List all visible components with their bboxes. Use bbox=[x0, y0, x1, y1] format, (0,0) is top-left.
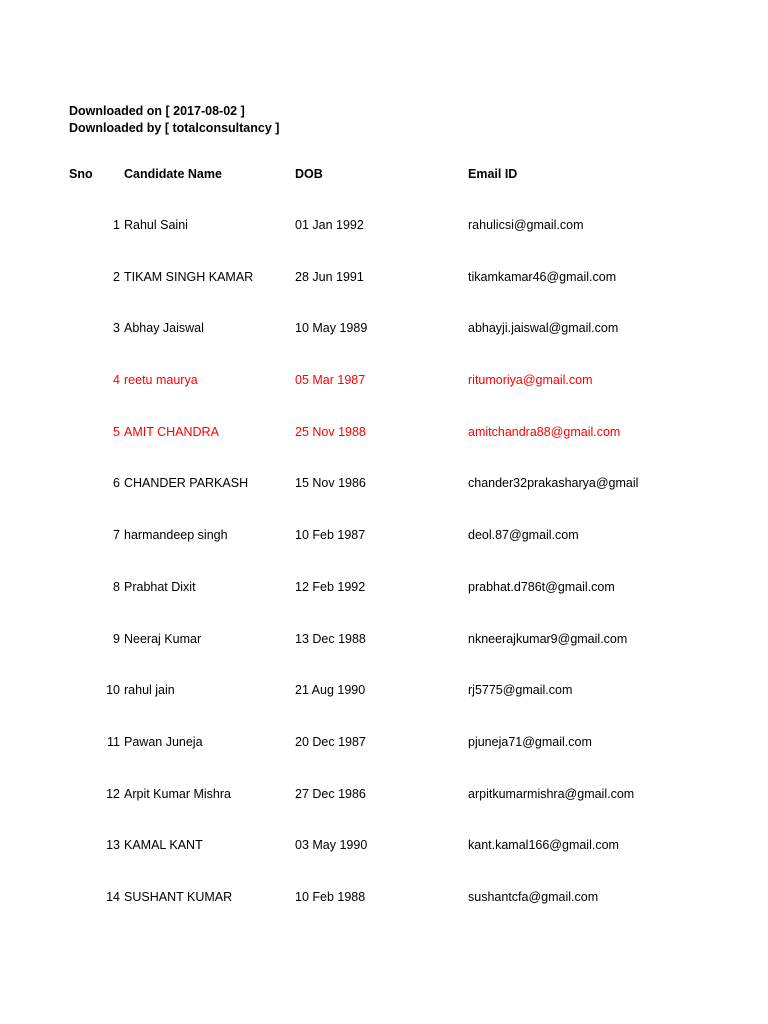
table-row bbox=[0, 528, 768, 580]
row-sno: 1 bbox=[113, 218, 120, 232]
row-dob: 20 Dec 1987 bbox=[295, 734, 366, 749]
row-email: arpitkumarmishra@gmail.com bbox=[468, 786, 635, 801]
row-sno: 8 bbox=[113, 579, 120, 594]
row-dob: 10 Feb 1987 bbox=[295, 528, 366, 543]
row-candidate-name: AMIT CHANDRA bbox=[124, 424, 219, 439]
row-email: nkneerajkumar9@gmail.com bbox=[468, 631, 628, 646]
table-row bbox=[0, 890, 768, 942]
row-sno: 4 bbox=[113, 373, 120, 388]
downloaded-by-line: Downloaded by [ totalconsultancy ] bbox=[69, 121, 280, 135]
row-sno: 9 bbox=[113, 631, 120, 646]
table-row bbox=[0, 476, 768, 528]
row-sno: 12 bbox=[106, 786, 120, 801]
row-email: deol.87@gmail.com bbox=[468, 528, 579, 543]
row-candidate-name: Arpit Kumar Mishra bbox=[124, 786, 231, 801]
row-sno: 11 bbox=[107, 734, 120, 749]
table-row bbox=[0, 218, 768, 270]
row-sno: 14 bbox=[106, 889, 120, 904]
row-email: rj5775@gmail.com bbox=[468, 683, 573, 698]
row-candidate-name: Neeraj Kumar bbox=[124, 631, 202, 646]
table-row bbox=[0, 838, 768, 890]
candidate-table-body bbox=[0, 218, 768, 942]
table-row bbox=[0, 787, 768, 839]
row-dob: 13 Dec 1988 bbox=[295, 631, 366, 646]
row-email: prabhat.d786t@gmail.com bbox=[468, 579, 615, 594]
row-dob: 03 May 1990 bbox=[295, 838, 368, 853]
row-email: kant.kamal166@gmail.com bbox=[468, 838, 619, 853]
row-dob: 25 Nov 1988 bbox=[295, 424, 366, 439]
table-row bbox=[0, 735, 768, 787]
row-email: chander32prakasharya@gmail bbox=[468, 476, 639, 491]
row-dob: 27 Dec 1986 bbox=[295, 786, 366, 801]
row-candidate-name: SUSHANT KUMAR bbox=[124, 889, 233, 904]
row-dob: 05 Mar 1987 bbox=[295, 373, 366, 388]
row-email: abhayji.jaiswal@gmail.com bbox=[468, 321, 619, 336]
row-dob: 10 May 1989 bbox=[295, 321, 368, 336]
row-candidate-name: TIKAM SINGH KAMAR bbox=[124, 269, 254, 284]
row-candidate-name: rahul jain bbox=[124, 683, 175, 698]
row-candidate-name: Abhay Jaiswal bbox=[124, 321, 204, 336]
table-row bbox=[0, 321, 768, 373]
row-sno: 13 bbox=[106, 838, 120, 853]
row-sno: 3 bbox=[113, 321, 120, 336]
row-dob: 12 Feb 1992 bbox=[295, 579, 366, 594]
row-dob: 10 Feb 1988 bbox=[295, 889, 366, 904]
row-sno: 5 bbox=[113, 424, 120, 439]
row-candidate-name: Prabhat Dixit bbox=[124, 579, 196, 594]
row-dob: 01 Jan 1992 bbox=[295, 218, 364, 232]
row-email: sushantcfa@gmail.com bbox=[468, 889, 599, 904]
row-candidate-name: CHANDER PARKASH bbox=[124, 476, 249, 491]
row-email: tikamkamar46@gmail.com bbox=[468, 269, 617, 284]
row-candidate-name: harmandeep singh bbox=[124, 528, 228, 543]
table-row bbox=[0, 425, 768, 477]
row-email: rahulicsi@gmail.com bbox=[468, 218, 584, 232]
downloaded-on-line: Downloaded on [ 2017-08-02 ] bbox=[69, 104, 245, 118]
row-email: pjuneja71@gmail.com bbox=[468, 734, 592, 749]
row-dob: 15 Nov 1986 bbox=[295, 476, 366, 491]
column-header-candidate-name: Candidate Name bbox=[124, 167, 222, 181]
row-email: amitchandra88@gmail.com bbox=[468, 424, 621, 439]
row-candidate-name: KAMAL KANT bbox=[124, 838, 203, 853]
column-header-sno: Sno bbox=[69, 167, 93, 181]
row-sno: 6 bbox=[113, 476, 120, 491]
row-email: ritumoriya@gmail.com bbox=[468, 373, 593, 388]
table-row bbox=[0, 270, 768, 322]
row-sno: 10 bbox=[106, 683, 120, 698]
row-sno: 2 bbox=[113, 269, 120, 284]
table-row bbox=[0, 683, 768, 735]
table-row bbox=[0, 632, 768, 684]
row-candidate-name: Pawan Juneja bbox=[124, 734, 203, 749]
column-header-email: Email ID bbox=[468, 167, 518, 181]
row-candidate-name: reetu maurya bbox=[124, 373, 198, 388]
row-dob: 28 Jun 1991 bbox=[295, 269, 364, 284]
table-row bbox=[0, 580, 768, 632]
table-row bbox=[0, 373, 768, 425]
row-sno: 7 bbox=[113, 528, 120, 543]
column-header-dob: DOB bbox=[295, 167, 323, 181]
row-candidate-name: Rahul Saini bbox=[124, 218, 188, 232]
row-dob: 21 Aug 1990 bbox=[295, 683, 366, 698]
